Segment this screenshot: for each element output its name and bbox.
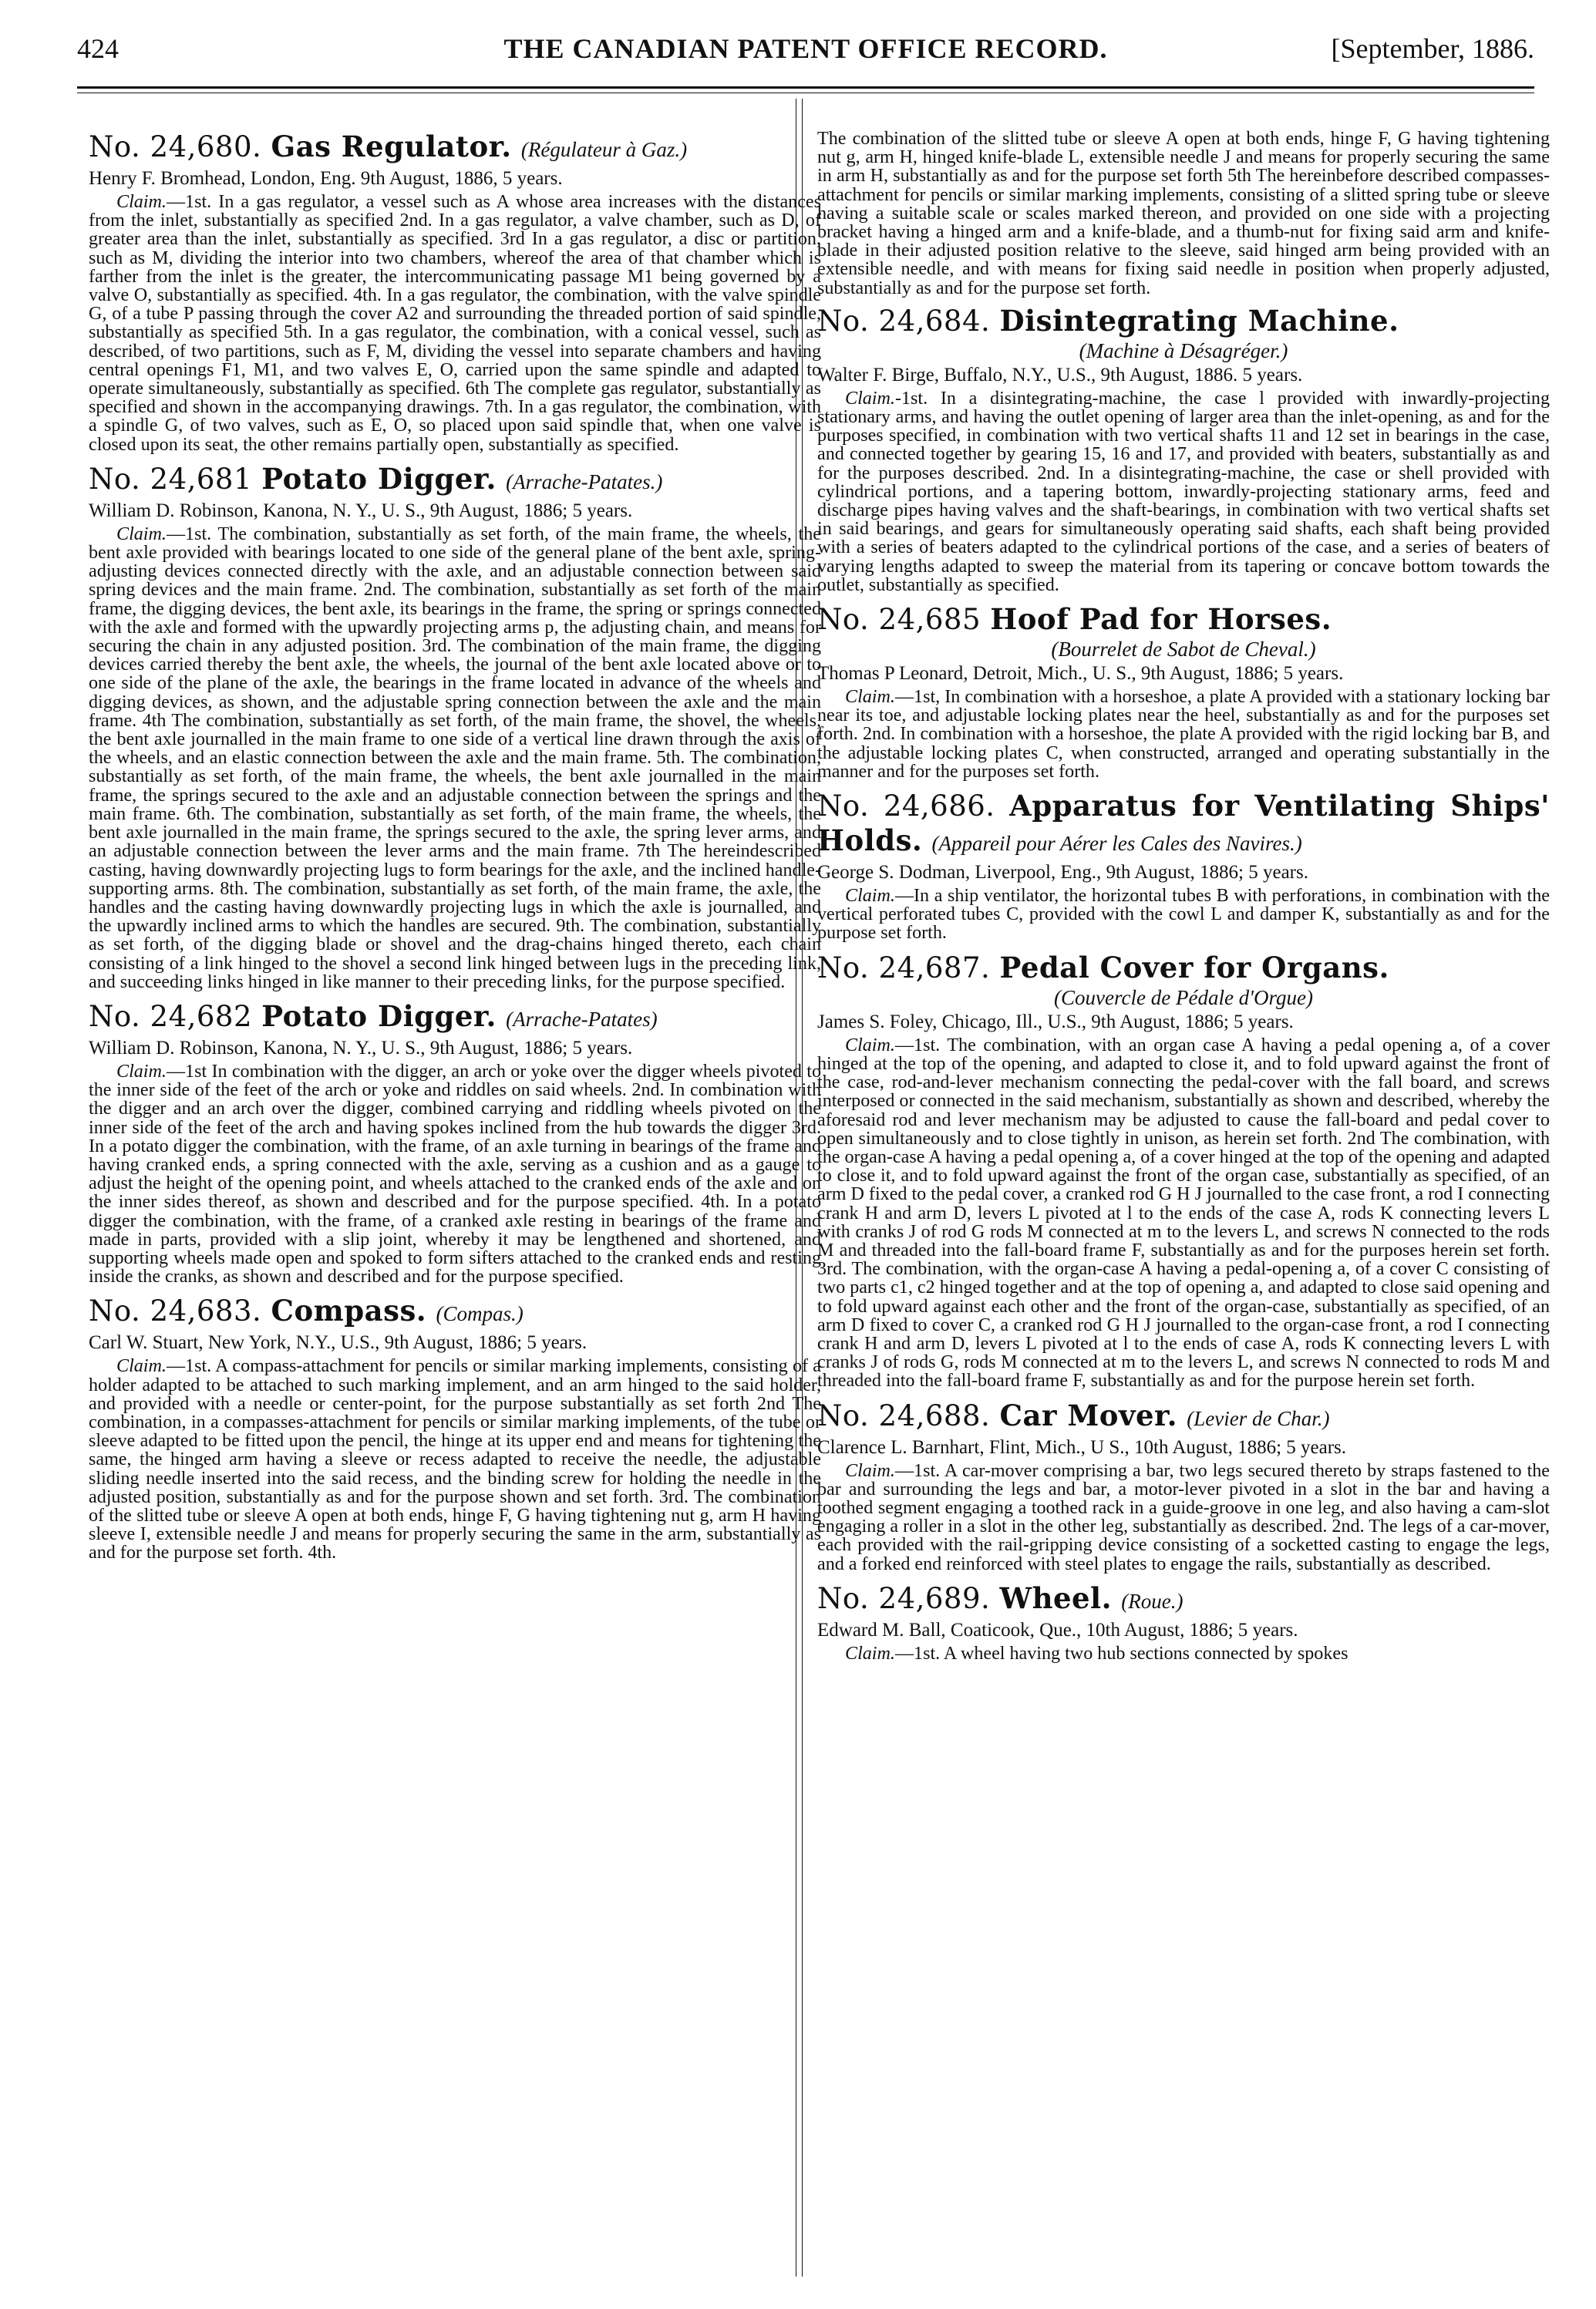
left-column — [89, 130, 821, 1570]
claim-body: —1st. The combination, with an organ case A having a pedal opening a, of a cover hinged at the top of the opening, and adapted to close it, and to fold upward against the front of the case, rod-and-lever mechanism connecting the pedal-cover with the fall board, and screws interposed or connected in the said mechanism, substantially as shown and described, whereby the aforesaid rod and lever mechanism may be adjusted to cause the fall-board and pedal cover to open simultaneously and to close tightly in unison, as herein set forth. 2nd The combination, with the organ-case A having a pedal opening a, of a cover hinged at the top of the opening and adapted to close it, and to fold upward against the front of the organ case, substantially as specified, of an arm D fixed to the pedal cover, a cranked rod G H J journalled to the case front, a rod I connecting crank H and arm D, levers L pivoted at l to the ends of the case A, rods K connecting levers L with cranks J of rod G rods M connected at m to the levers L, and screws N connected to the rods M and threaded into the fall-board frame F, substantially as and for the purposes herein set forth. 3rd. The combination, with the organ-case A having a pedal-opening a, of a cover C consisting of two parts c1, c2 hinged together and at the top of opening a, and adapted to close said opening and to fold upward against each other and the front of the organ-case, substantially as specified, of an arm D fixed to cover C, a cranked rod G H J journalled to the organ-case front, a rod I connecting crank H and arm D, levers L pivoted at l to the ends of case A, rods K connecting levers L with cranks J of rods G, rods M connected at m to the levers L, and screws N connected to rods M and threaded into the fall-board frame F, substantially as and for the purpose herein set forth. — [817, 1035, 1550, 1392]
entry-heading — [89, 462, 821, 499]
invention-name: Hoof Pad for Horses. — [990, 602, 1332, 637]
claim-label: Claim. — [845, 1643, 895, 1664]
invention-name: Disintegrating Machine. — [999, 303, 1399, 338]
invention-name: Car Mover. — [999, 1398, 1177, 1432]
patent-number: No. 24,684. — [817, 304, 991, 338]
invention-name: Compass. — [271, 1294, 427, 1328]
patent-number: No. 24,686. — [817, 789, 995, 823]
claim-text — [89, 1062, 821, 1286]
patent-number: No. 24,685 — [817, 603, 981, 637]
claim-body: -1st. In a disintegrating-machine, the case l provided with inwardly-projecting stationary arms, and having the outlet opening of larger area than the inlet-opening, as and for the purposes specified, in combination with two vertical shafts 11 and 12 set in bearings in the case, and connected together by gearing 15, 16 and 17, and provided with beaters, substantially as and for the purposes described. 2nd. In a disintegrating-machine, the case or shell provided with cylindrical portions, and a tapering bottom, inwardly-projecting stationary arms, feed and discharge pipes having valves and the shaft-bearings, in combination with two vertical shafts set in said bearings, and gears for simultaneously operating said shafts, each shaft being provided with a series of beaters adapted to the cylindrical portions of the case, and a series of beaters of varying lengths adapted to sweep the material from its tapering or concave bottom towards the outlet, substantially as specified. — [817, 388, 1550, 595]
publication-title: THE CANADIAN PATENT OFFICE RECORD. — [503, 33, 1108, 64]
patent-entry — [89, 462, 821, 991]
claim-label: Claim. — [845, 1035, 895, 1055]
claim-body: —In a ship ventilator, the horizontal tubes B with perforations, in combination with the vertical perforated tubes C, provided with the cowl L and damper K, substantially as and for the purpose set forth. — [817, 886, 1550, 944]
patent-entry — [817, 602, 1550, 781]
entry-heading — [817, 1581, 1550, 1618]
right-column — [817, 130, 1550, 1671]
entry-heading — [89, 130, 821, 167]
french-title: (Appareil pour Aérer les Cales des Navires.) — [931, 832, 1302, 856]
claim-label: Claim. — [116, 523, 167, 544]
patentee-info: Carl W. Stuart, New York, N.Y., U.S., 9th August, 1886; 5 years. — [89, 1332, 588, 1354]
entry-heading — [817, 602, 1550, 637]
french-title: (Machine à Désagréger.) — [1079, 338, 1288, 362]
patentee-info: Edward M. Ball, Coaticook, Que., 10th August, 1886; 5 years. — [817, 1619, 1298, 1641]
patent-entry — [89, 130, 821, 454]
claim-label: Claim. — [845, 886, 895, 907]
entry-heading — [817, 951, 1550, 985]
french-title: (Roue.) — [1121, 1589, 1184, 1613]
claim-text — [89, 1357, 821, 1562]
french-title: (Arrache-Patates) — [506, 1007, 658, 1031]
patentee-info: William D. Robinson, Kanona, N. Y., U. S., 9th August, 1886; 5 years. — [89, 1037, 633, 1059]
claim-text — [817, 887, 1550, 943]
patent-number: No. 24,683. — [89, 1294, 262, 1328]
entry-heading — [817, 789, 1550, 860]
patent-entry — [817, 1399, 1550, 1574]
claim-label: Claim. — [116, 1061, 167, 1082]
patent-entry — [817, 304, 1550, 594]
patent-entry — [89, 999, 821, 1286]
patent-number: No. 24,689. — [817, 1581, 991, 1615]
claim-body: —1st. A car-mover comprising a bar, two legs secured thereto by straps fastened to the bar and surrounding the legs and bar, a motor-lever pivoted in a slot in the bar and having a toothed segment engaging a toothed rack in a guide-groove in one leg, and also having a cam-slot engaging a roller in a slot in the other leg, substantially as described. 2nd. The legs of a car-mover, each provided with the rail-gripping device consisting of a socketted casting to engage the legs, and a forked end reinforced with steel plates to engage the rails, substantially as described. — [817, 1460, 1550, 1574]
patent-number: No. 24,681 — [89, 462, 252, 496]
french-title: (Régulateur à Gaz.) — [520, 138, 688, 161]
entry-heading — [89, 1294, 821, 1331]
claim-text — [817, 1462, 1550, 1574]
claim-body: —1st, In combination with a horseshoe, a plate A provided with a stationary locking bar near its toe, and adjustable locking plates near the heel, substantially as and for the purposes set forth. 2nd. In combination with a horseshoe, the plate A provided with the rigid locking bar B, and the adjustable locking plates C, when constructed, arranged and operating substantially in the manner and for the purposes set forth. — [817, 687, 1550, 782]
patentee-info: William D. Robinson, Kanona, N. Y., U. S., 9th August, 1886; 5 years. — [89, 500, 633, 521]
french-title: (Levier de Char.) — [1187, 1406, 1330, 1430]
claim-label: Claim. — [845, 1460, 895, 1481]
patent-entry — [817, 951, 1550, 1391]
patentee-info: Henry F. Bromhead, London, Eng. 9th August, 1886, 5 years. — [89, 168, 563, 189]
continued-claim-text: The combination of the slitted tube or sleeve A open at both ends, hinge F, G having tightening nut g, arm H, hinged knife-blade L, extensible needle J and means for properly securing the same in arm H, substantially as and for the purpose set forth 5th The hereinbefore described compasses-attachment for pencils or similar marking implements, consisting of a slitted spring tube or sleeve having a suitable scale or scales marked thereon, and provided on one side with a projecting bracket having a hinged arm and a knife-blade, and a thumb-nut for fixing said arm and knife-blade in their adjusted position relative to the sleeve, said hinged arm being provided with an extensible needle, and with means for fixing said needle in position when properly adjusted, substantially as and for the purpose set forth. — [817, 129, 1550, 298]
patentee-info: Walter F. Birge, Buffalo, N.Y., U.S., 9th August, 1886. 5 years. — [817, 364, 1303, 385]
invention-name: Apparatus for Ventilating Ships' Holds. — [817, 789, 1550, 858]
claim-text — [817, 1036, 1550, 1391]
claim-body: —1st. The combination, substantially as set forth, of the main frame, the wheels, the bent axle provided with bearings located to one side of the general plane of the bent axle, spring-adjusting devices connected directly with the axle, and an adjustable connection between said spring devices and the main frame. 2nd. The combination, substantially as set forth of the main frame, the digging devices, the bent axle, its bearings in the frame, the spring or springs connected with the axle and formed with the upwardly projecting arms p, the adjusting chain, and means for securing the chain in any adjusted position. 3rd. The combination of the main frame, the digging devices carried thereby the bent axle, the wheels, the journal of the bent axle located above or to one side of the plane of the axle, the bearings in the frame located in advance of the wheels and digging devices, as shown, and the adjustable spring connection between the axle and the main frame. 4th The combination, substantially as set forth, of the main frame, the shovel, the wheels, the bent axle journalled in the main frame to one side of a vertical line drawn through the axis of the wheels, and an elastic connection between the axle and the main frame. 5th. The combination, substantially as set forth, of the main frame, the wheels, the bent axle journalled in the main frame, the springs secured to the axle and an adjustable connection between the springs and the main frame. 6th. The combination, substantially as set forth, of the main frame, the wheels, the bent axle journalled in the main frame, the springs secured to the axle, the spring lever arms, and an adjustable connection between the lever arms and the main frame. 7th The hereindescribed casting, having downwardly projecting lugs to form bearings for the axle, and the inclined handle-supporting arms. 8th. The combination, substantially as set forth, of the main frame, the axle, the handles and the casting having downwardly projecting lugs in which the axle is journalled, and the upwardly inclined arms to which the handles are secured. 9th. The combination, substantially as set forth, of the digging blade or shovel and the drag-chains hinged thereto, each chain consisting of a link hinged to the shovel a second link hinged between lugs in the preceding link, and succeeding links hinged in like manner to their preceding links, for the purpose specified. — [89, 523, 821, 992]
claim-body: —1st. A wheel having two hub sections connected by spokes — [894, 1643, 1349, 1664]
claim-body: —1st In combination with the digger, an arch or yoke over the digger wheels pivoted to the inner side of the feet of the arch or yoke and riddles on said wheels. 2nd. In combination with the digger and an arch over the digger, combined carrying and riddling wheels pivoted on the inner side of the feet of the arch and having spokes inclined from the hub towards the digger 3rd. In a potato digger the combination, with the frame, of an axle turning in bearings of the frame and having cranked ends, a spring connected with the axle, serving as a cushion and as a gauge to adjust the height of the opening point, and wheels attached to the cranked ends of the axle and on the inner sides thereof, as shown and described and for the purpose specified. 4th. In a potato digger the combination, with the frame, of a cranked axle resting in bearings of the frame and made in parts, provided with a slip joint, whereby it may be lengthened and shortened, and supporting wheels made open and spoked to form sifters attached to the cranked ends and resting inside the cranks, as shown and described and for the purpose specified. — [89, 1061, 821, 1287]
claim-text — [817, 389, 1550, 594]
french-title: (Bourrelet de Sabot de Cheval.) — [1051, 638, 1316, 661]
page-number: 424 — [77, 33, 119, 64]
claim-text — [89, 525, 821, 991]
page-header — [77, 29, 1534, 68]
patent-entry — [817, 789, 1550, 943]
claim-label: Claim. — [116, 192, 167, 212]
invention-name: Pedal Cover for Organs. — [999, 950, 1389, 985]
patent-number: No. 24,682 — [89, 999, 252, 1033]
issue-date: [September, 1886. — [1331, 33, 1534, 64]
claim-text — [817, 688, 1550, 781]
patent-number: No. 24,687. — [817, 951, 991, 985]
french-title: (Couvercle de Pédale d'Orgue) — [1054, 985, 1313, 1009]
patent-entry — [89, 1294, 821, 1562]
patentee-info: James S. Foley, Chicago, Ill., U.S., 9th August, 1886; 5 years. — [817, 1011, 1294, 1032]
claim-label: Claim. — [116, 1356, 167, 1377]
entry-heading — [817, 1399, 1550, 1436]
claim-label: Claim. — [845, 687, 895, 708]
patentee-info: Clarence L. Barnhart, Flint, Mich., U S., 10th August, 1886; 5 years. — [817, 1436, 1347, 1458]
invention-name: Wheel. — [999, 1580, 1112, 1615]
french-title: (Compas.) — [436, 1302, 524, 1326]
patent-entry — [817, 1581, 1550, 1663]
patent-number: No. 24,688. — [817, 1399, 991, 1432]
claim-text — [817, 1644, 1550, 1663]
french-title: (Arrache-Patates.) — [506, 470, 663, 493]
patentee-info: Thomas P Leonard, Detroit, Mich., U. S., 9th August, 1886; 5 years. — [817, 663, 1344, 685]
claim-body: —1st. In a gas regulator, a vessel such as A whose area increases with the distances from the inlet, substantially as specified 2nd. In a gas regulator, a valve chamber, such as D, of greater area than the inlet, substantially as specified. 3rd In a gas regulator, a disc or partition, such as M, dividing the interior into two chambers, whereof the area of that chamber which is farther from the inlet is the greater, the intercommunicating passage M1 being governed by a valve O, substantially as specified. 4th. In a gas regulator, the combination, with the valve spindle G, of a tube P passing through the cover A2 and surrounding the threaded portion of said spindle, substantially as specified 5th. In a gas regulator, the combination, with a conical vessel, such as described, of two partitions, such as F, M, dividing the vessel into separate chambers and having central openings F1, M1, and two valves E, O, carried upon the same spindle and adapted to operate simultaneously, substantially as specified. 6th The complete gas regulator, substantially as specified and shown in the accompanying drawings. 7th. In a gas regulator, the combination, with a spindle G, of two valves, such as E, O, so placed upon said spindle that, when one valve is closed upon its seat, the other remains partially open, substantially as specified. — [89, 192, 821, 455]
claim-body: —1st. A compass-attachment for pencils or similar marking implements, consisting of a holder adapted to be attached to such marking implement, and an arm hinged to the said holder, and provided with a needle or center-point, for the purpose substantially as set forth 2nd The combination, in a compasses-attachment for pencils or similar marking implements, of the tube or sleeve adapted to be fitted upon the pencil, the hinge at its upper end and means for tightening the same, the hinged arm having a sleeve or recess adapted to receive the needle, the adjustable sliding needle inserted into the said recess, and the binding screw for holding the needle in the adjusted position, substantially as and for the purpose shown and set forth. 3rd. The combination of the slitted tube or sleeve A open at both ends, hinge F, G having tightening nut g, arm H having sleeve I, extensible needle J and means for properly securing the same in the arm, substantially as and for the purpose set forth. 4th. — [89, 1356, 821, 1563]
entry-heading — [89, 999, 821, 1036]
invention-name: Potato Digger. — [261, 461, 497, 496]
invention-name: Potato Digger. — [261, 998, 497, 1033]
claim-text — [89, 193, 821, 454]
patentee-info: George S. Dodman, Liverpool, Eng., 9th August, 1886; 5 years. — [817, 862, 1308, 884]
header-rule — [77, 86, 1534, 89]
invention-name: Gas Regulator. — [271, 130, 512, 163]
claim-label: Claim. — [845, 388, 895, 409]
entry-heading — [817, 304, 1550, 338]
patent-number: No. 24,680. — [89, 130, 262, 163]
